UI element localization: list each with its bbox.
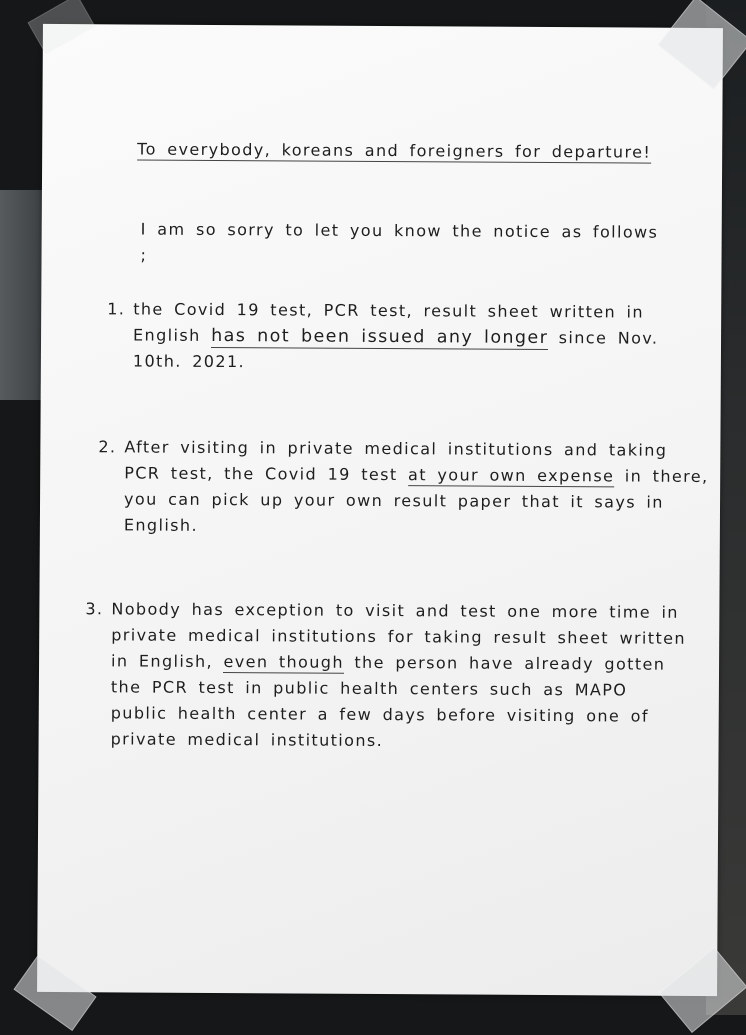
item-1-line-2: English has not been issued any longer since Nov. — [133, 325, 659, 349]
item-1-underlined: has not been issued any longer — [211, 325, 549, 349]
item-1-line-3: 10th. 2021. — [132, 351, 246, 372]
item-3-number: 3. — [85, 599, 104, 619]
item-1-number: 1. — [107, 299, 126, 319]
tape-top-left — [28, 0, 96, 55]
item-3-line-6: private medical institutions. — [110, 729, 384, 751]
item-3-line-2: private medical institutions for taking result sheet written — [111, 625, 686, 648]
item-1-line-1: 1. the Covid 19 test, PCR test, result sheet written in — [107, 296, 642, 325]
notice-intro: I am so sorry to let you know the notice as follows ; — [140, 219, 659, 265]
notice-title — [137, 137, 657, 166]
tape-bottom-left — [14, 955, 97, 1031]
item-2-line-3: you can pick up your own result paper that it says in — [124, 489, 664, 512]
item-2-number: 2. — [98, 437, 117, 457]
item-2-line-1: 2. After visiting in private medical institutions and taking — [98, 434, 633, 463]
notice-item-3 — [85, 596, 686, 755]
notice-title-text: To everybody, koreans and foreigners for departure! — [137, 139, 652, 162]
item-3-underlined: even though — [223, 652, 344, 672]
item-2-line-4: English. — [123, 515, 199, 535]
item-3-line-4: the PCR test in public health centers such as MAPO — [110, 677, 628, 700]
item-2-line-2: PCR test, the Covid 19 test at your own expense in there, — [124, 463, 709, 487]
item-3-line-3: in English, even though the person have already gotten — [111, 651, 666, 674]
item-3-line-1: 3. Nobody has exception to visit and test one more time in — [85, 596, 620, 625]
notice-item-1 — [107, 296, 659, 377]
notice-item-2 — [98, 434, 709, 541]
notice-paper — [37, 24, 723, 996]
item-2-underlined: at your own expense — [408, 465, 615, 486]
item-3-line-5: public health center a few days before visiting one of — [110, 703, 649, 726]
